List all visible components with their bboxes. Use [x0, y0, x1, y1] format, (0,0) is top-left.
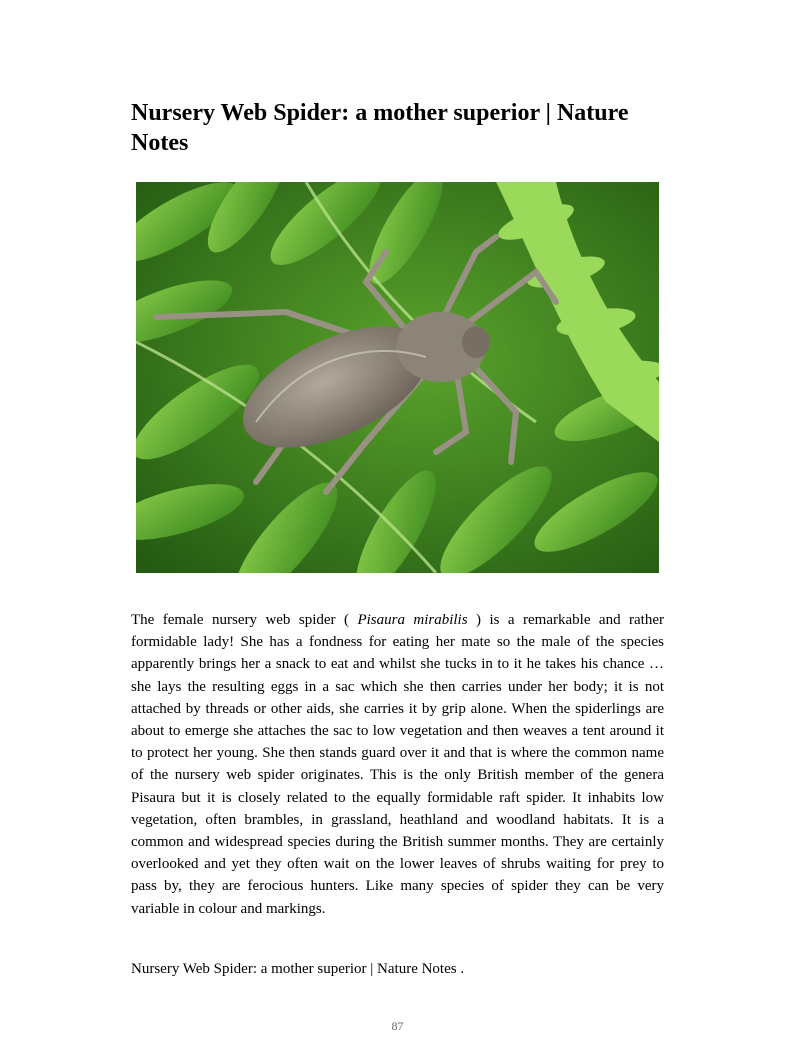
spider-photo — [136, 182, 659, 573]
page-title: Nursery Web Spider: a mother superior | Nature Notes — [131, 100, 629, 156]
source-reference: Nursery Web Spider: a mother superior | Nature Notes . — [131, 961, 465, 977]
species-name: Pisaura mirabilis — [357, 612, 468, 628]
article-body — [131, 609, 664, 920]
body-main: ) is a remarkable and rather formidable lady! She has a fondness for eating her mate so the male of the species apparently brings her a snack to eat and whilst she tucks in to it he takes his chance … she lays the resulting eggs in a sac which she then carries under her body; it is not attached by threads or other aids, she carries it by grip alone. When the spiderlings are about to emerge she attaches the sac to low vegetation and then weaves a tent around it to protect her young. She then stands guard over it and that is where the common name of the nursery web spider originates. This is the only British member of the genera Pisaura but it is closely related to the equally formidable raft spider. It inhabits low vegetation, often brambles, in grassland, heathland and woodland habitats. It is a common and widespread species during the British summer months. They are certainly overlooked and yet they often wait on the lower leaves of shrubs waiting for prey to pass by, they are ferocious hunters. Like many species of spider they can be very variable in colour and markings. — [131, 612, 664, 917]
page-number: 87 — [391, 1019, 404, 1033]
body-intro: The female nursery web spider ( — [131, 612, 358, 628]
